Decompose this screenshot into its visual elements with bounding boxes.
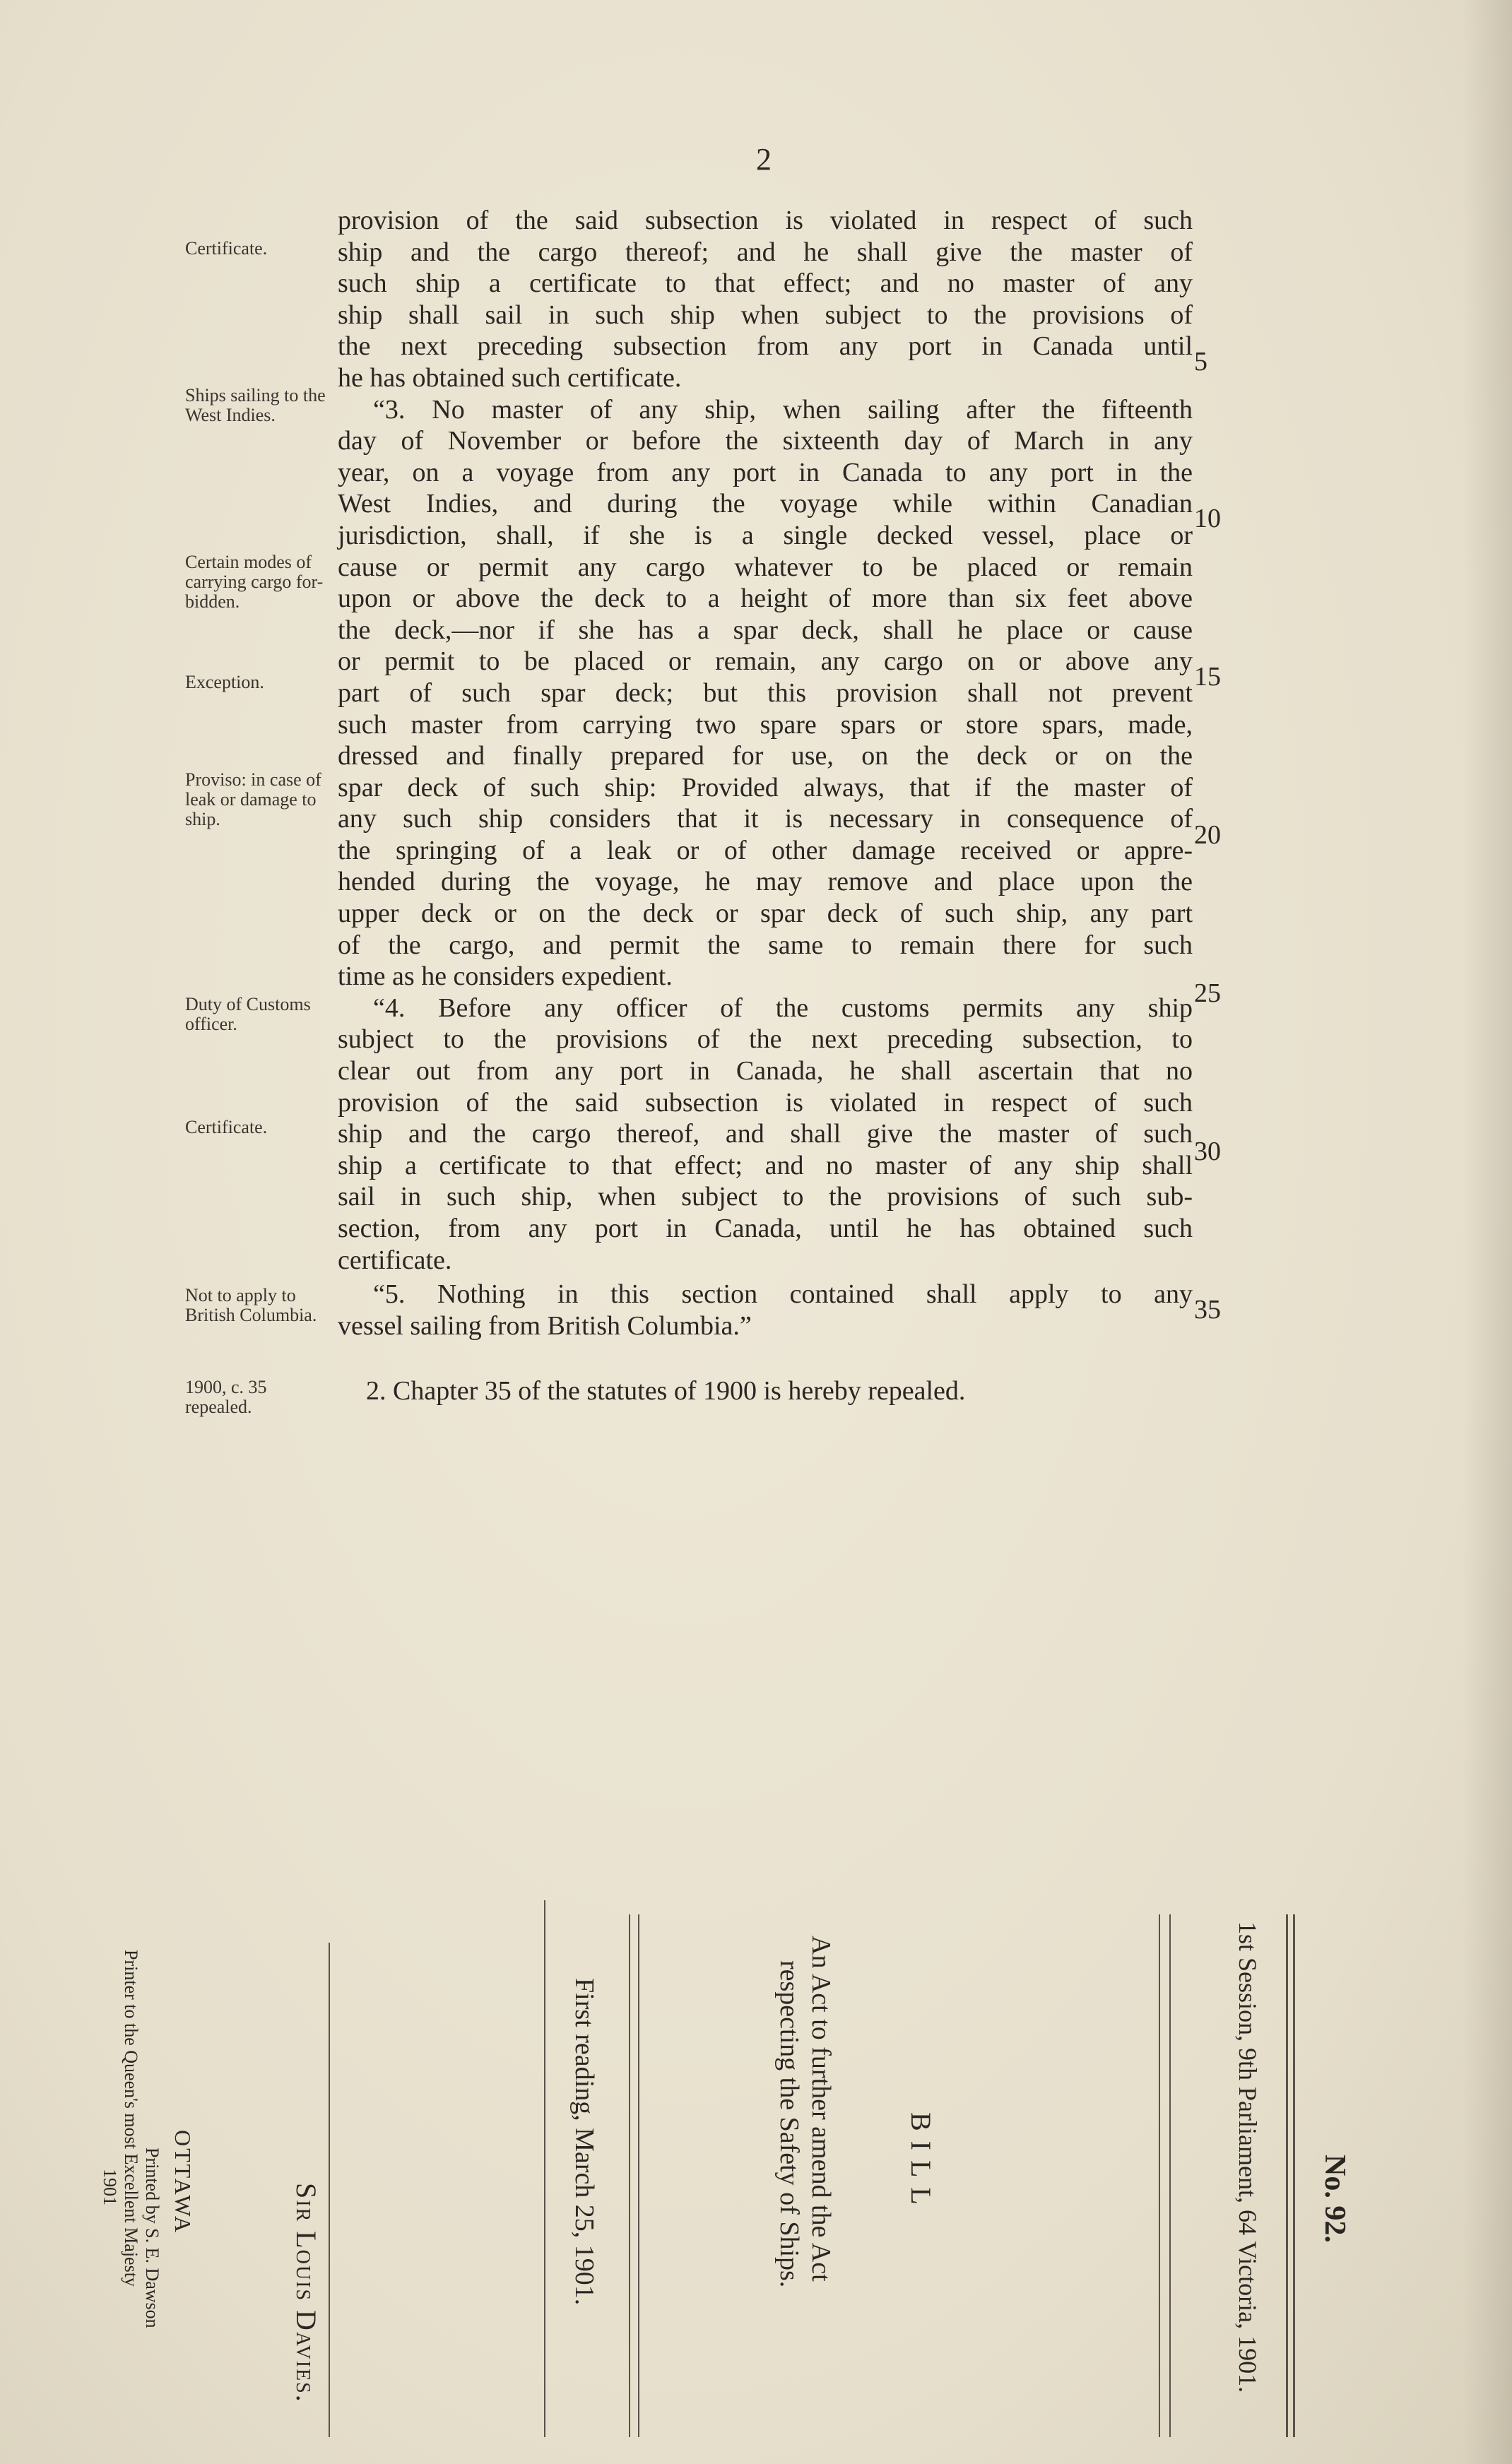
body-line: dressed and finally prepared for use, on the deck or on the <box>338 741 1193 771</box>
body-line: such master from carrying two spare spars or store spars, made, <box>338 709 1193 740</box>
body-line: jurisdiction, shall, if she is a single decked vessel, place or <box>338 520 1193 550</box>
line-number: 35 <box>1194 1295 1221 1325</box>
margin-note-ships-west-indies: Ships sailing to the West Indies. <box>185 385 326 425</box>
body-line: or permit to be placed or remain, any cargo on or above any <box>338 646 1193 677</box>
margin-note-certain-modes: Certain modes of carrying cargo for-bidden. <box>185 552 324 612</box>
body-line-section-2: 2. Chapter 35 of the statutes of 1900 is hereby repealed. <box>366 1376 966 1406</box>
body-line: ship and the cargo thereof, and shall give the master of such <box>338 1119 1193 1149</box>
body-line: provision of the said subsection is violated in respect of such <box>338 206 1193 235</box>
body-line: sail in such ship, when subject to the provisions of such sub- <box>338 1182 1193 1212</box>
body-line: day of November or before the sixteenth day of March in any <box>338 426 1193 456</box>
body-line: spar deck of such ship: Provided always, that if the master of <box>338 772 1193 802</box>
backing-rule <box>1159 1914 1160 2437</box>
margin-note-not-apply: Not to apply to British Columbia. <box>185 1285 317 1325</box>
page-edge-shadow <box>1463 0 1512 2464</box>
body-line: the deck,—nor if she has a spar deck, shall he place or cause <box>338 615 1193 645</box>
body-line: vessel sailing from British Columbia.” <box>338 1310 752 1341</box>
body-line: ship shall sail in such ship when subject to the provisions of <box>338 300 1193 330</box>
body-text <box>338 205 1193 1407</box>
margin-note-certificate: Certificate. <box>185 238 268 259</box>
body-line: the next preceding subsection from any port in Canada until <box>338 331 1193 362</box>
session-line: 1st Session, 9th Parliament, 64 Victoria, 1901. <box>1234 1921 1262 2393</box>
backing-rule <box>638 1914 639 2437</box>
line-number: 30 <box>1194 1137 1221 1166</box>
backing-rule <box>1293 1914 1295 2437</box>
margin-note-certificate-2: Certificate. <box>185 1117 268 1137</box>
body-line: time as he considers expedient. <box>338 961 673 992</box>
line-number: 5 <box>1194 347 1207 377</box>
body-line: “4. Before any officer of the customs permits any ship <box>373 993 1193 1023</box>
bill-number: No. 92. <box>1318 2155 1351 2243</box>
line-number: 15 <box>1194 662 1221 692</box>
body-line: certificate. <box>338 1245 452 1275</box>
act-title-line-2: respecting the Safety of Ships. <box>774 1960 804 2288</box>
margin-note-proviso: Proviso: in case of leak or damage to ship. <box>185 769 321 829</box>
body-line: such ship a certificate to that effect; and no master of any <box>338 268 1193 299</box>
act-title-line-1: An Act to further amend the Act <box>806 1936 836 2282</box>
body-line: “3. No master of any ship, when sailing after the fifteenth <box>373 394 1193 425</box>
imprint-printer-title: Printer to the Queen's most Excellent Majesty <box>121 1950 141 2287</box>
body-line: provision of the said subsection is violated in respect of such <box>338 1087 1193 1118</box>
backing-rule <box>544 1900 545 2437</box>
body-line: West Indies, and during the voyage while within Canadian <box>338 489 1193 519</box>
body-line: “5. Nothing in this section contained shall apply to any <box>373 1279 1193 1310</box>
bill-backing <box>99 1900 1392 2437</box>
body-line: upper deck or on the deck or spar deck of such ship, any part <box>338 899 1193 929</box>
imprint-printer: Printed by S. E. Dawson <box>142 2148 163 2328</box>
page-number: 2 <box>756 142 772 177</box>
backing-rule <box>629 1914 630 2437</box>
body-line: part of such spar deck; but this provision shall not prevent <box>338 677 1193 708</box>
margin-note-repealed: 1900, c. 35 repealed. <box>185 1377 267 1417</box>
imprint-year: 1901 <box>100 2169 120 2205</box>
body-line: the springing of a leak or of other damage received or appre- <box>338 835 1193 865</box>
imprint-city: OTTAWA <box>170 2130 196 2234</box>
body-line: hended during the voyage, he may remove and place upon the <box>338 867 1193 897</box>
body-line: of the cargo, and permit the same to remain there for such <box>338 930 1193 960</box>
body-line: year, on a voyage from any port in Canada to any port in the <box>338 457 1193 487</box>
first-reading: First reading, March 25, 1901. <box>569 1978 599 2306</box>
backing-rule <box>1169 1914 1171 2437</box>
body-line: subject to the provisions of the next preceding subsection, to <box>338 1024 1193 1055</box>
backing-rule <box>329 1943 330 2437</box>
body-line: any such ship considers that it is necessary in consequence of <box>338 804 1193 834</box>
body-line: ship a certificate to that effect; and no master of any ship shall <box>338 1150 1193 1180</box>
margin-note-exception: Exception. <box>185 672 264 692</box>
body-line: section, from any port in Canada, until he has obtained such <box>338 1214 1193 1243</box>
backing-rule <box>1286 1914 1288 2437</box>
line-number: 20 <box>1194 820 1221 850</box>
body-line: clear out from any port in Canada, he shall ascertain that no <box>338 1056 1193 1086</box>
body-line: upon or above the deck to a height of more than six feet above <box>338 584 1193 614</box>
body-line: he has obtained such certificate. <box>338 362 682 393</box>
sponsor-name: Sir Louis Davies. <box>290 2183 322 2403</box>
body-line: ship and the cargo thereof; and he shall give the master of <box>338 237 1193 267</box>
body-line: cause or permit any cargo whatever to be placed or remain <box>338 552 1193 582</box>
bill-label: BILL <box>905 2112 937 2215</box>
line-number: 10 <box>1194 504 1221 533</box>
line-number: 25 <box>1194 978 1221 1008</box>
margin-note-duty-customs: Duty of Customs officer. <box>185 994 311 1034</box>
